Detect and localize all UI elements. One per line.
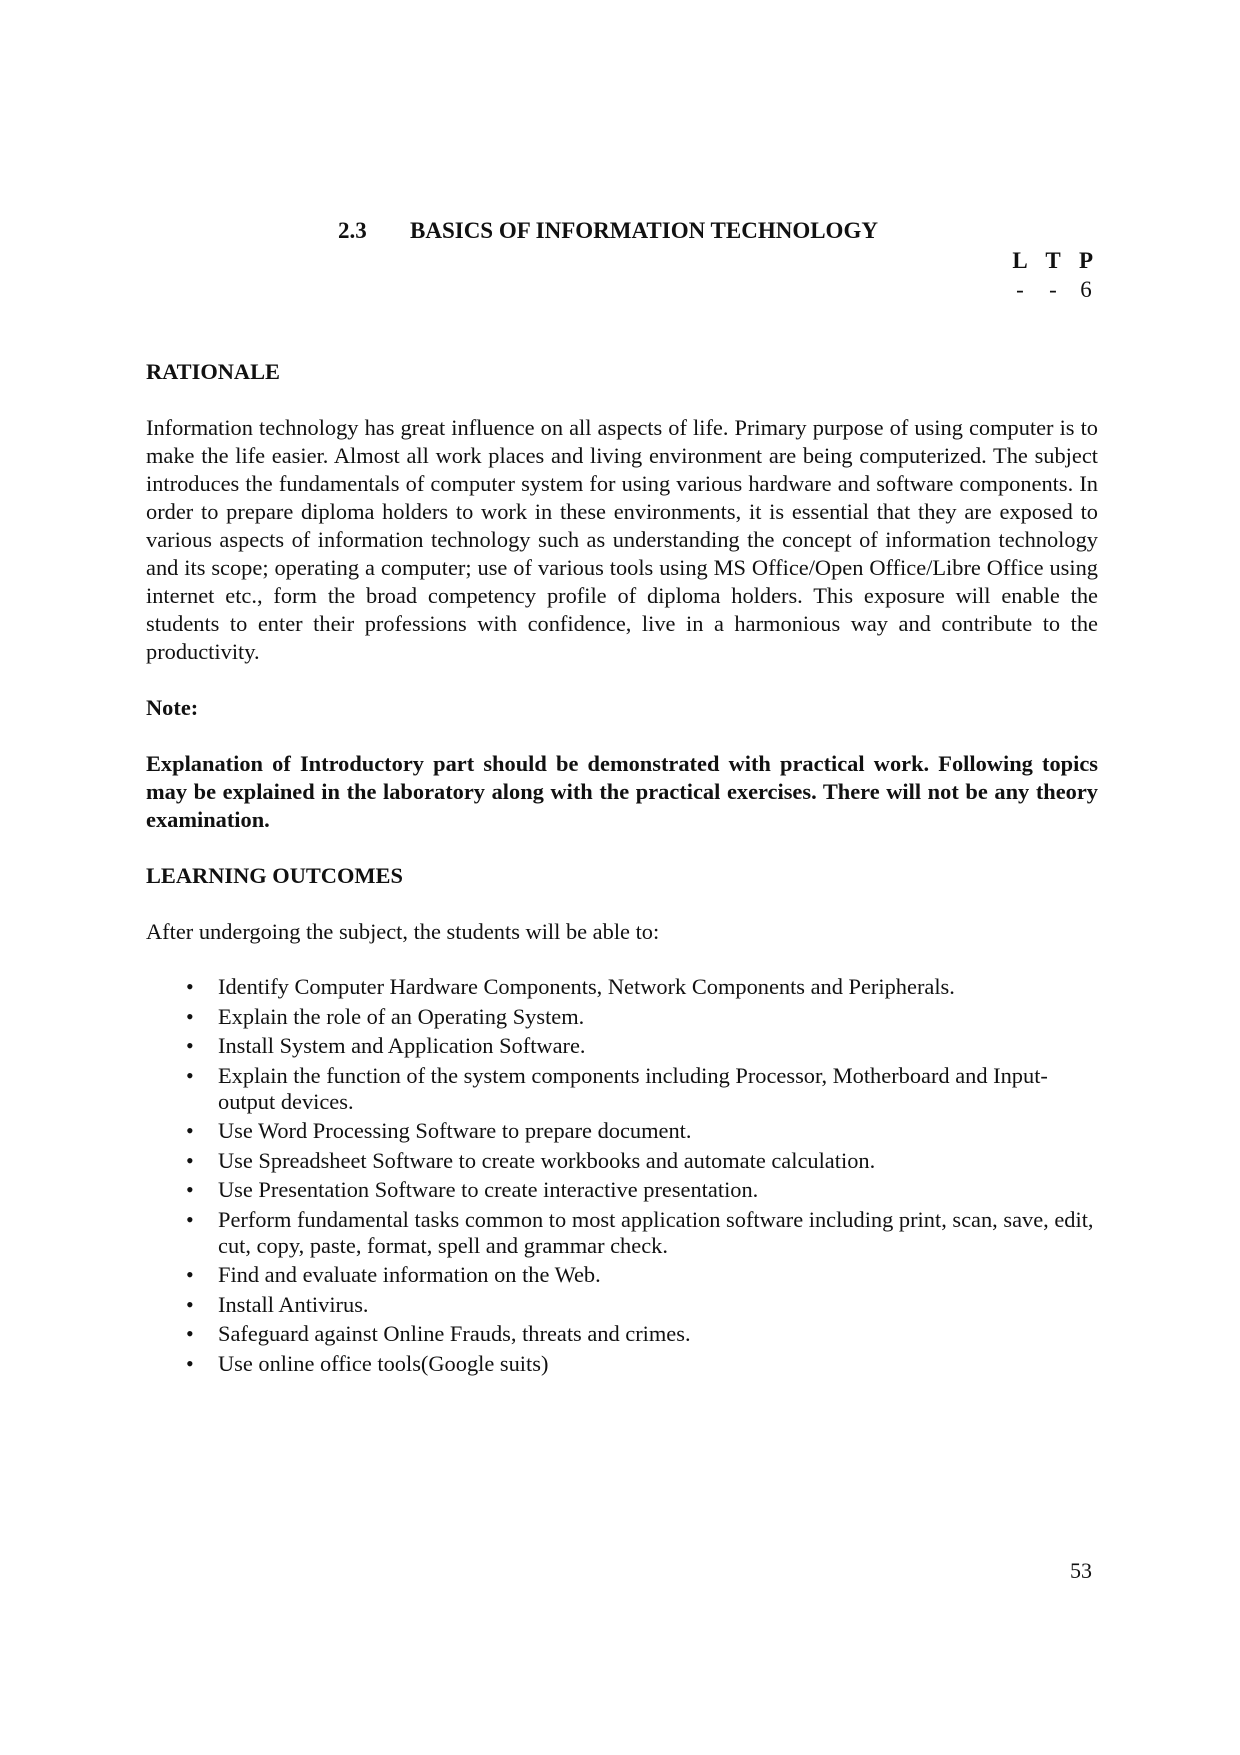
learning-outcomes-list bbox=[146, 974, 1098, 1377]
rationale-text: Information technology has great influence on all aspects of life. Primary purpose of using computer is to make the life easier. Almost all work places and living environment are being computerized. The subject introduces the fundamentals of computer system for using various hardware and software components. In order to prepare diploma holders to work in these environments, it is essential that they are exposed to various aspects of information technology such as understanding the concept of information technology and its scope; operating a computer; use of various tools using MS Office/Open Office/Libre Office using internet etc., form the broad competency profile of diploma holders. This exposure will enable the students to enter their professions with confidence, live in a harmonious way and contribute to the productivity. bbox=[146, 415, 1098, 664]
section-title-row bbox=[338, 218, 878, 244]
section-title: BASICS OF INFORMATION TECHNOLOGY bbox=[410, 218, 878, 243]
ltp-label-p: P bbox=[1078, 248, 1094, 273]
bullet-icon: • bbox=[186, 1321, 194, 1346]
list-item: • Safeguard against Online Frauds, threats and crimes. bbox=[186, 1321, 691, 1346]
section-number: 2.3 bbox=[338, 218, 367, 243]
page-number: 53 bbox=[1070, 1558, 1092, 1583]
ltp-values bbox=[1008, 275, 1098, 304]
bullet-icon: • bbox=[186, 1262, 194, 1287]
bullet-icon: • bbox=[186, 1291, 194, 1317]
ltp-value-t: - bbox=[1049, 277, 1057, 302]
list-item: • Use Presentation Software to create interactive presentation. bbox=[186, 1177, 759, 1202]
page-content bbox=[146, 358, 1098, 1380]
note-text: Explanation of Introductory part should be demonstrated with practical work. Following topics may be explained in the laboratory along with the practical exercises. There will not be any theory examination. bbox=[146, 751, 1098, 832]
bullet-icon: • bbox=[186, 1206, 194, 1232]
list-item: • Perform fundamental tasks common to most application software including print, scan, save, edit, cut, copy, paste, format, spell and grammar check. bbox=[186, 1206, 1094, 1258]
learning-outcomes-heading: LEARNING OUTCOMES bbox=[146, 863, 403, 888]
list-item: • Explain the role of an Operating System. bbox=[186, 1003, 585, 1029]
list-item: • Install System and Application Software. bbox=[186, 1033, 586, 1058]
list-item: • Find and evaluate information on the Web. bbox=[186, 1262, 601, 1287]
list-item: • Use online office tools(Google suits) bbox=[186, 1350, 549, 1376]
learning-outcomes-intro: After undergoing the subject, the students will be able to: bbox=[146, 919, 660, 944]
list-item: • Identify Computer Hardware Components, Network Components and Peripherals. bbox=[186, 974, 955, 999]
bullet-icon: • bbox=[186, 1118, 194, 1143]
list-item: • Explain the function of the system components including Processor, Motherboard and Input-output devices. bbox=[186, 1062, 1048, 1114]
bullet-icon: • bbox=[186, 1147, 194, 1173]
ltp-table bbox=[1008, 246, 1098, 304]
ltp-labels bbox=[1008, 246, 1098, 275]
bullet-icon: • bbox=[186, 1033, 194, 1058]
bullet-icon: • bbox=[186, 1177, 194, 1202]
note-heading: Note: bbox=[146, 695, 199, 720]
list-item: • Use Word Processing Software to prepare document. bbox=[186, 1118, 692, 1143]
ltp-value-p: 6 bbox=[1080, 277, 1092, 302]
list-item: • Install Antivirus. bbox=[186, 1291, 369, 1317]
ltp-label-l: L bbox=[1012, 248, 1028, 273]
list-item: • Use Spreadsheet Software to create workbooks and automate calculation. bbox=[186, 1147, 876, 1173]
bullet-icon: • bbox=[186, 1003, 194, 1029]
bullet-icon: • bbox=[186, 974, 194, 999]
bullet-icon: • bbox=[186, 1062, 194, 1088]
ltp-label-t: T bbox=[1045, 248, 1061, 273]
ltp-value-l: - bbox=[1016, 277, 1024, 302]
rationale-heading: RATIONALE bbox=[146, 359, 280, 384]
bullet-icon: • bbox=[186, 1350, 194, 1376]
